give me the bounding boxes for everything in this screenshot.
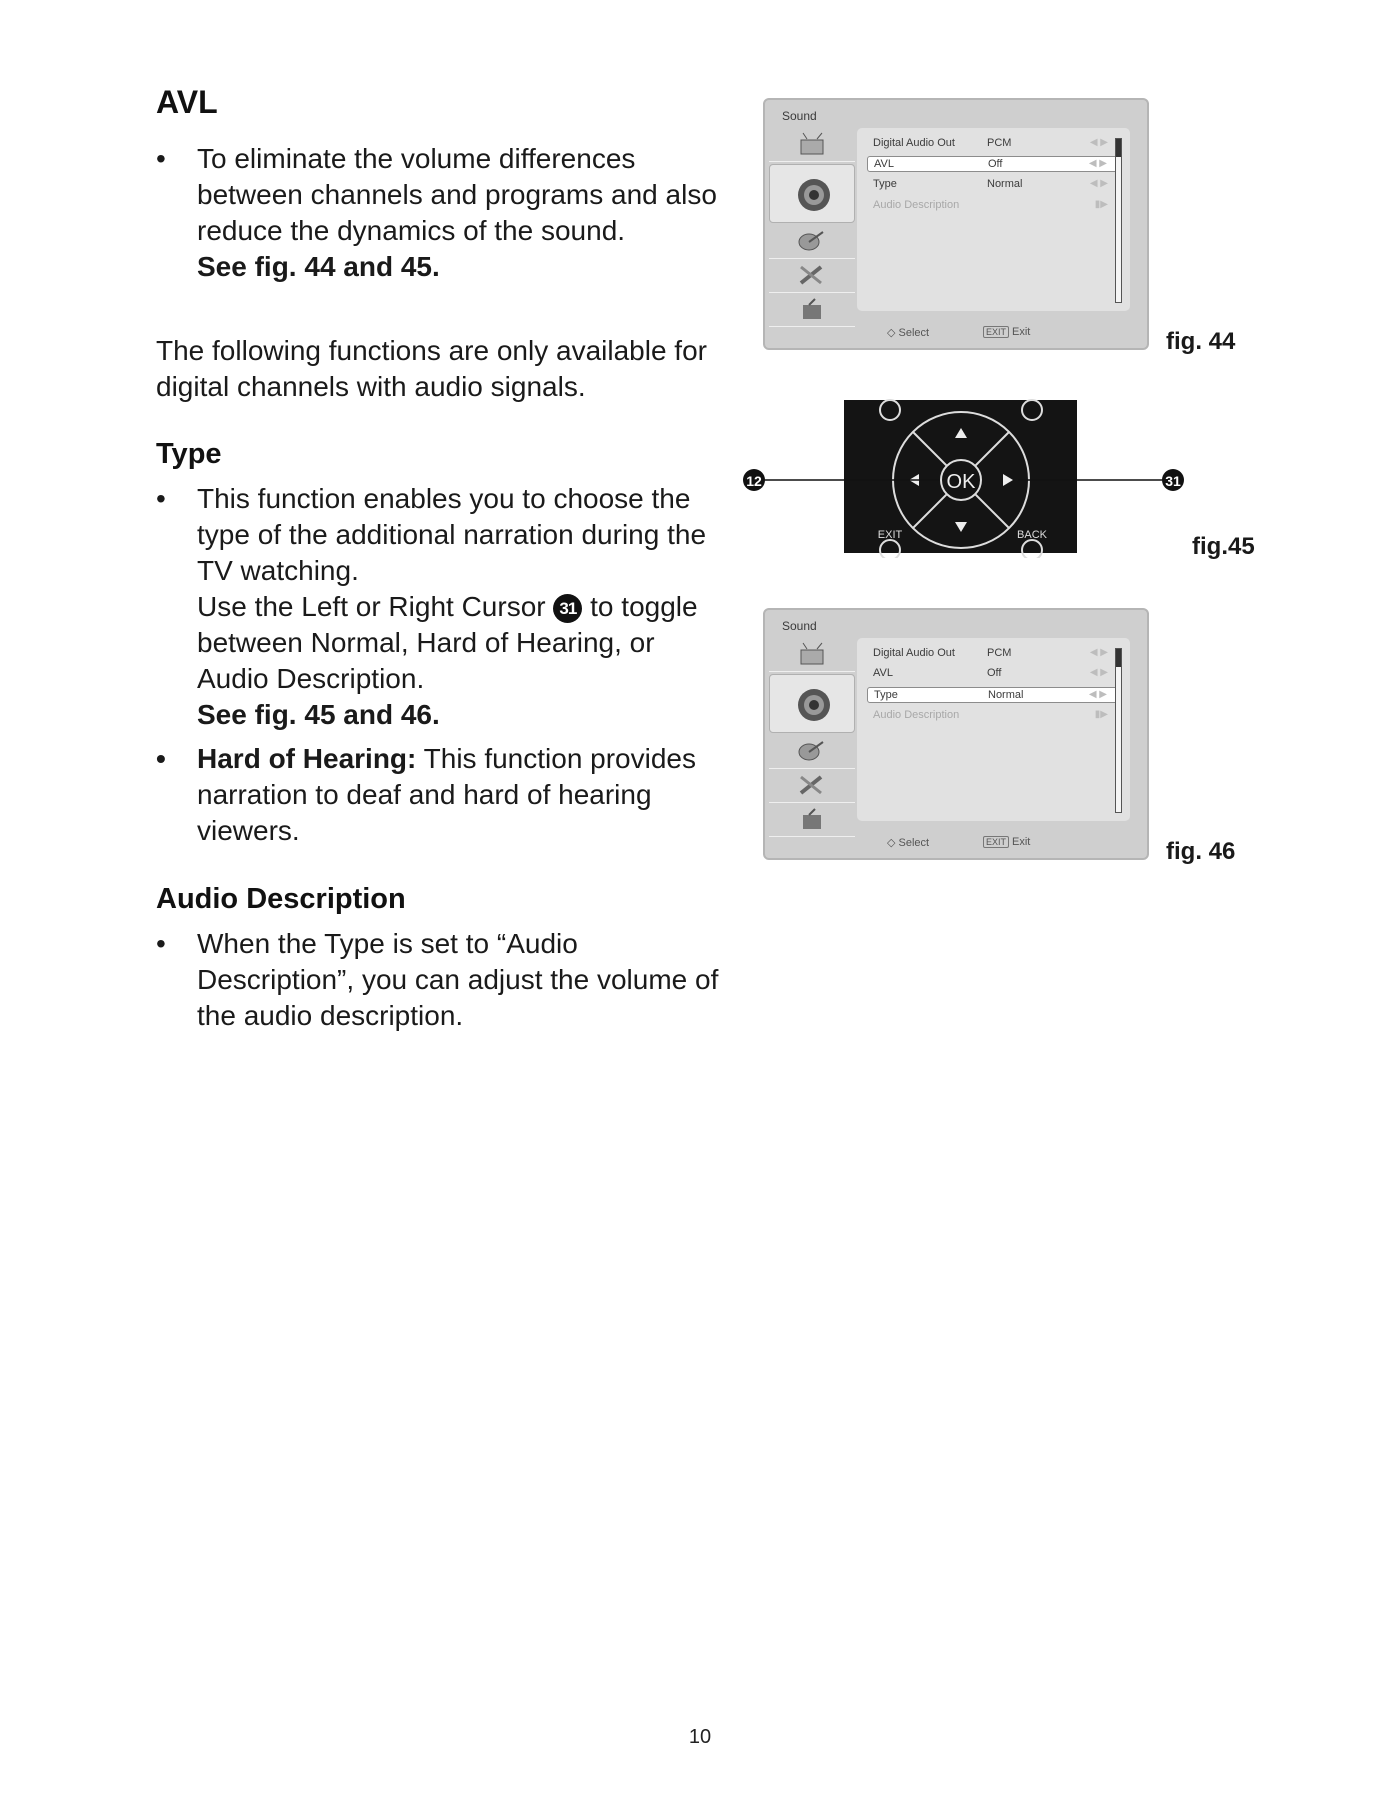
left-right-arrows-icon: ◀ ▶: [1089, 137, 1108, 148]
sound-menu-fig46: [763, 608, 1149, 860]
row-value: Off: [987, 667, 1002, 679]
intro-paragraph: The following functions are only available for digital channels with audio signals.: [156, 335, 707, 402]
menu-row-digital-audio-out[interactable]: [867, 646, 1122, 662]
menu-title: Sound: [782, 109, 817, 123]
tools-icon: [769, 259, 855, 293]
avl-see-figs: See fig. 44 and 45.: [197, 251, 440, 282]
scroll-thumb[interactable]: [1116, 649, 1121, 667]
tv-icon: [769, 128, 855, 162]
left-right-arrows-icon: ◀ ▶: [1089, 667, 1108, 678]
exit-hint-label: Exit: [1012, 836, 1031, 848]
hoh-label: Hard of Hearing:: [197, 743, 417, 774]
input-icon: [769, 803, 855, 837]
satellite-icon: [769, 225, 855, 259]
hard-of-hearing-bullet: [156, 741, 731, 849]
bullet-dot: •: [156, 743, 166, 774]
sound-menu-fig44: [763, 98, 1149, 350]
row-value: PCM: [987, 647, 1012, 659]
type-use-text-2: to toggle between Normal, Hard of Hearing, or Audio Description.: [197, 591, 698, 694]
exit-key-icon: EXIT: [983, 836, 1009, 848]
fig46-caption: fig. 46: [1166, 838, 1236, 865]
callout-12-label: 12: [746, 473, 762, 489]
slider-icon: ▮▶: [1094, 199, 1108, 210]
ok-label: OK: [946, 471, 976, 493]
exit-hint-label: Exit: [1012, 326, 1031, 338]
menu-footer: [765, 834, 1147, 852]
menu-row-digital-audio-out[interactable]: [867, 136, 1122, 152]
exit-key-label: EXIT: [877, 529, 903, 541]
row-label: Type: [873, 178, 897, 190]
tv-icon: [769, 638, 855, 672]
text-column: [156, 84, 731, 1034]
type-bullet: [156, 481, 731, 733]
type-bullet-text: This function enables you to choose the type of the additional narration during the TV watching.: [197, 483, 707, 586]
select-hint-label: Select: [898, 837, 930, 849]
exit-hint: [983, 836, 1030, 848]
fig45-caption: fig.45: [1192, 533, 1255, 560]
bullet-dot: •: [156, 928, 166, 959]
audio-description-bullet: [156, 926, 731, 1034]
scroll-thumb[interactable]: [1116, 139, 1121, 157]
avl-bullet: [156, 141, 731, 285]
callout-31-label: 31: [1165, 473, 1181, 489]
input-icon: [769, 293, 855, 327]
select-hint: ◇ Select: [887, 327, 930, 339]
page-number: 10: [688, 1726, 712, 1748]
row-label: Audio Description: [873, 199, 960, 211]
fig44-caption: fig. 44: [1166, 328, 1236, 355]
row-value: Off: [988, 158, 1003, 170]
menu-icon-strip: [769, 638, 855, 837]
left-right-arrows-icon: ◀ ▶: [1088, 158, 1107, 169]
menu-footer: [765, 324, 1147, 342]
row-label: AVL: [873, 667, 893, 679]
menu-row-type[interactable]: [867, 177, 1122, 193]
menu-scrollbar[interactable]: [1115, 138, 1122, 303]
menu-row-audio-description[interactable]: [867, 708, 1122, 724]
select-hint: ◇ Select: [887, 837, 930, 849]
menu-panel: [857, 128, 1130, 311]
back-key-label: BACK: [1017, 529, 1047, 541]
speaker-icon: [769, 674, 855, 733]
menu-row-type-selected[interactable]: [867, 687, 1122, 703]
exit-key-icon: EXIT: [983, 326, 1009, 338]
menu-icon-strip: [769, 128, 855, 327]
menu-panel: [857, 638, 1130, 821]
hoh-text: This function provides narration to deaf and hard of hearing viewers.: [197, 743, 696, 846]
menu-row-audio-description[interactable]: [867, 198, 1122, 214]
slider-icon: ▮▶: [1094, 709, 1108, 720]
row-label: Digital Audio Out: [873, 647, 955, 659]
left-right-arrows-icon: ◀ ▶: [1088, 689, 1107, 700]
row-label: Type: [874, 689, 898, 701]
row-label: Digital Audio Out: [873, 137, 955, 149]
row-value: Normal: [987, 178, 1023, 190]
menu-row-avl[interactable]: [867, 666, 1122, 682]
bullet-dot: •: [156, 143, 166, 174]
row-value: PCM: [987, 137, 1012, 149]
remote-diagram-fig45: [740, 398, 1190, 558]
left-right-arrows-icon: ◀ ▶: [1089, 178, 1108, 189]
row-label: Audio Description: [873, 709, 960, 721]
avl-bullet-text: To eliminate the volume differences between channels and programs and also reduce the dynamics of the sound.: [197, 143, 717, 246]
type-use-text: Use the Left or Right Cursor: [197, 591, 546, 622]
select-hint-label: Select: [898, 327, 930, 339]
type-see-figs: See fig. 45 and 46.: [197, 699, 440, 730]
menu-title: Sound: [782, 619, 817, 633]
key-31-badge: 31: [553, 594, 582, 623]
satellite-icon: [769, 735, 855, 769]
bullet-dot: •: [156, 483, 166, 514]
row-label: AVL: [874, 158, 894, 170]
exit-hint: [983, 326, 1030, 338]
menu-row-avl-selected[interactable]: [867, 156, 1122, 172]
left-right-arrows-icon: ◀ ▶: [1089, 647, 1108, 658]
audio-description-heading: Audio Description: [156, 883, 406, 915]
type-heading: Type: [156, 438, 222, 470]
audio-description-text: When the Type is set to “Audio Description”, you can adjust the volume of the audio description.: [197, 928, 719, 1031]
tools-icon: [769, 769, 855, 803]
row-value: Normal: [988, 689, 1024, 701]
menu-scrollbar[interactable]: [1115, 648, 1122, 813]
avl-heading: AVL: [156, 84, 218, 120]
speaker-icon: [769, 164, 855, 223]
